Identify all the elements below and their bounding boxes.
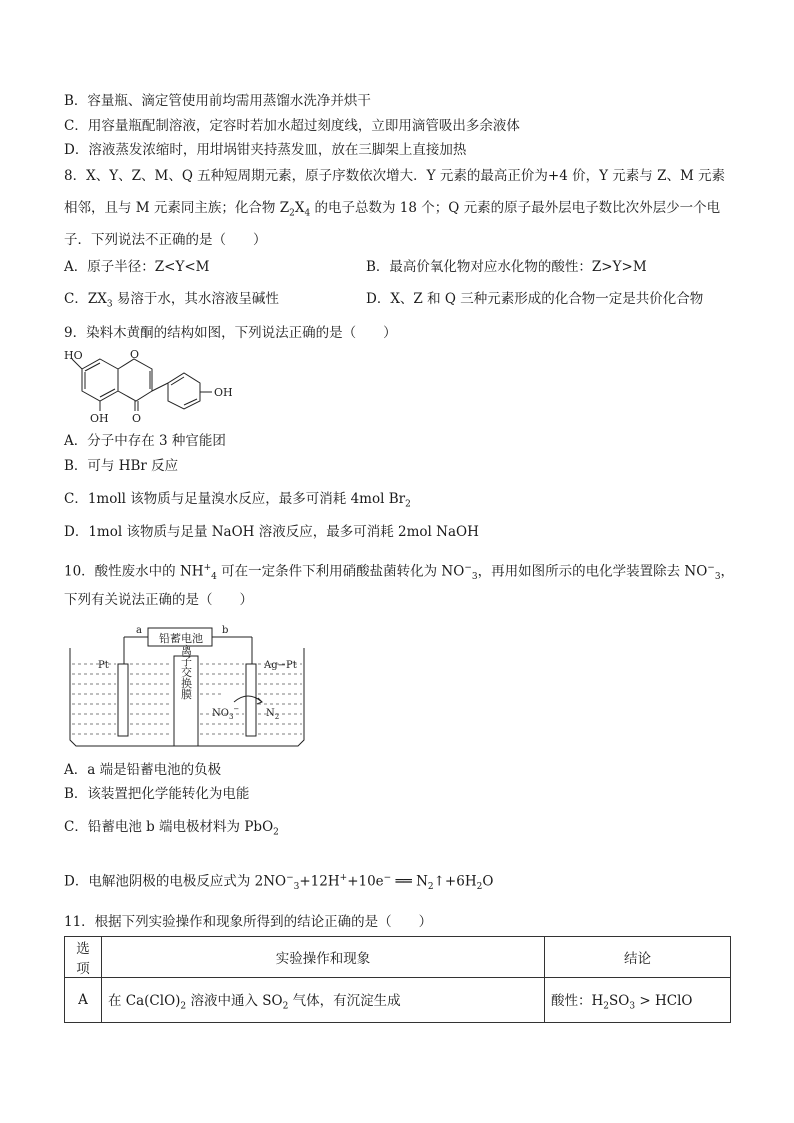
agpt-electrode-label: Ag−Pt xyxy=(264,660,297,671)
ketone-oxygen-label: O xyxy=(132,412,142,425)
q10-option-b: B．该装置把化学能转化为电能 xyxy=(64,786,250,802)
table-row xyxy=(65,978,731,1023)
row-label: A xyxy=(65,978,102,1023)
q10-stem-line1: 10．酸性废水中的 $NH^+_4$ 可在一定条件下利用硝酸盐菌转化为 $NO^-_3$，再用如图所示的电化学装置除去 $NO^-_3$， xyxy=(64,563,735,583)
q10-option-c: C．铅蓄电池 b 端电极材料为 PbO$_2$ xyxy=(64,819,279,838)
q10-stem-line2: 下列有关说法正确的是（ ） xyxy=(64,592,253,608)
q11-stem: 11．根据下列实验操作和现象所得到的结论正确的是（ ） xyxy=(64,914,433,930)
membrane-label: 离子交换膜 xyxy=(179,644,193,700)
q9-option-c: C．1moll 该物质与足量溴水反应，最多可消耗 4mol $Br_2$ xyxy=(64,491,411,510)
q9-option-b: B．可与 HBr 反应 xyxy=(64,458,179,474)
terminal-b-label: b xyxy=(222,625,229,636)
q8-option-a: A．原子半径：Z<Y<M xyxy=(64,259,210,275)
row-conclusion: 酸性：$H_2SO_3$ > HClO xyxy=(545,978,731,1023)
oh-right-label: OH xyxy=(214,386,233,399)
genistein-structure xyxy=(62,347,252,425)
q9-option-a: A．分子中存在 3 种官能团 xyxy=(64,433,226,449)
q7-option-c: C．用容量瓶配制溶液，定容时若加水超过刻度线，立即用滴管吸出多余液体 xyxy=(64,118,520,134)
q9-option-d: D．1mol 该物质与足量 NaOH 溶液反应，最多可消耗 2mol NaOH xyxy=(64,524,479,540)
oh-bottom-label: OH xyxy=(90,412,109,425)
q10-option-d: D．电解池阴极的电极反应式为 $2NO^-_3+12H^++10e^-$ ══ $N_2↑+6H_2O$ xyxy=(64,873,494,893)
q8-stem-line1: 8．X、Y、Z、M、Q 五种短周期元素，原子序数依次增大．Y 元素的最高正价为+4 价，Y 元素与 Z、M 元素 xyxy=(64,168,726,184)
electrolysis-cell-diagram xyxy=(62,620,318,750)
terminal-a-label: a xyxy=(136,625,142,636)
q9-stem: 9．染料木黄酮的结构如图，下列说法正确的是（ ） xyxy=(64,325,397,341)
q7-option-d: D．溶液蒸发浓缩时，用坩埚钳夹持蒸发皿，放在三脚架上直接加热 xyxy=(64,142,467,158)
q7-option-b: B．容量瓶、滴定管使用前均需用蒸馏水洗净并烘干 xyxy=(64,93,371,109)
q8-option-d: D．X、Z 和 Q 三种元素形成的化合物一定是共价化合物 xyxy=(366,291,704,307)
q8-option-c: C．$ZX_3$ 易溶于水，其水溶液呈碱性 xyxy=(64,291,279,310)
battery-label: 铅蓄电池 xyxy=(159,632,203,645)
header-option: 选项 xyxy=(65,937,102,978)
nitrogen-label: $N_2$ xyxy=(266,708,280,721)
header-operation: 实验操作和现象 xyxy=(102,937,545,978)
nitrate-label: $NO_3^-$ xyxy=(212,705,240,721)
q8-stem-line3: 子．下列说法不正确的是（ ） xyxy=(64,232,267,248)
ring-oxygen-label: O xyxy=(130,348,140,361)
q8-stem-line2: 相邻，且与 M 元素同主族；化合物 $Z_2X_4$ 的电子总数为 18 个；Q 元素的原子最外层电子数比次外层少一个电 xyxy=(64,200,721,219)
header-conclusion: 结论 xyxy=(545,937,731,978)
q8-option-b: B．最高价氧化物对应水化物的酸性：Z>Y>M xyxy=(366,259,647,275)
q11-table xyxy=(64,936,731,1023)
row-operation: 在 $Ca(ClO)_2$ 溶液中通入 $SO_2$ 气体，有沉淀生成 xyxy=(102,978,545,1023)
pt-electrode-label: Pt xyxy=(98,660,109,671)
ho-top-label: HO xyxy=(64,349,83,362)
q10-option-a: A．a 端是铅蓄电池的负极 xyxy=(64,762,222,778)
table-header-row xyxy=(65,937,731,978)
